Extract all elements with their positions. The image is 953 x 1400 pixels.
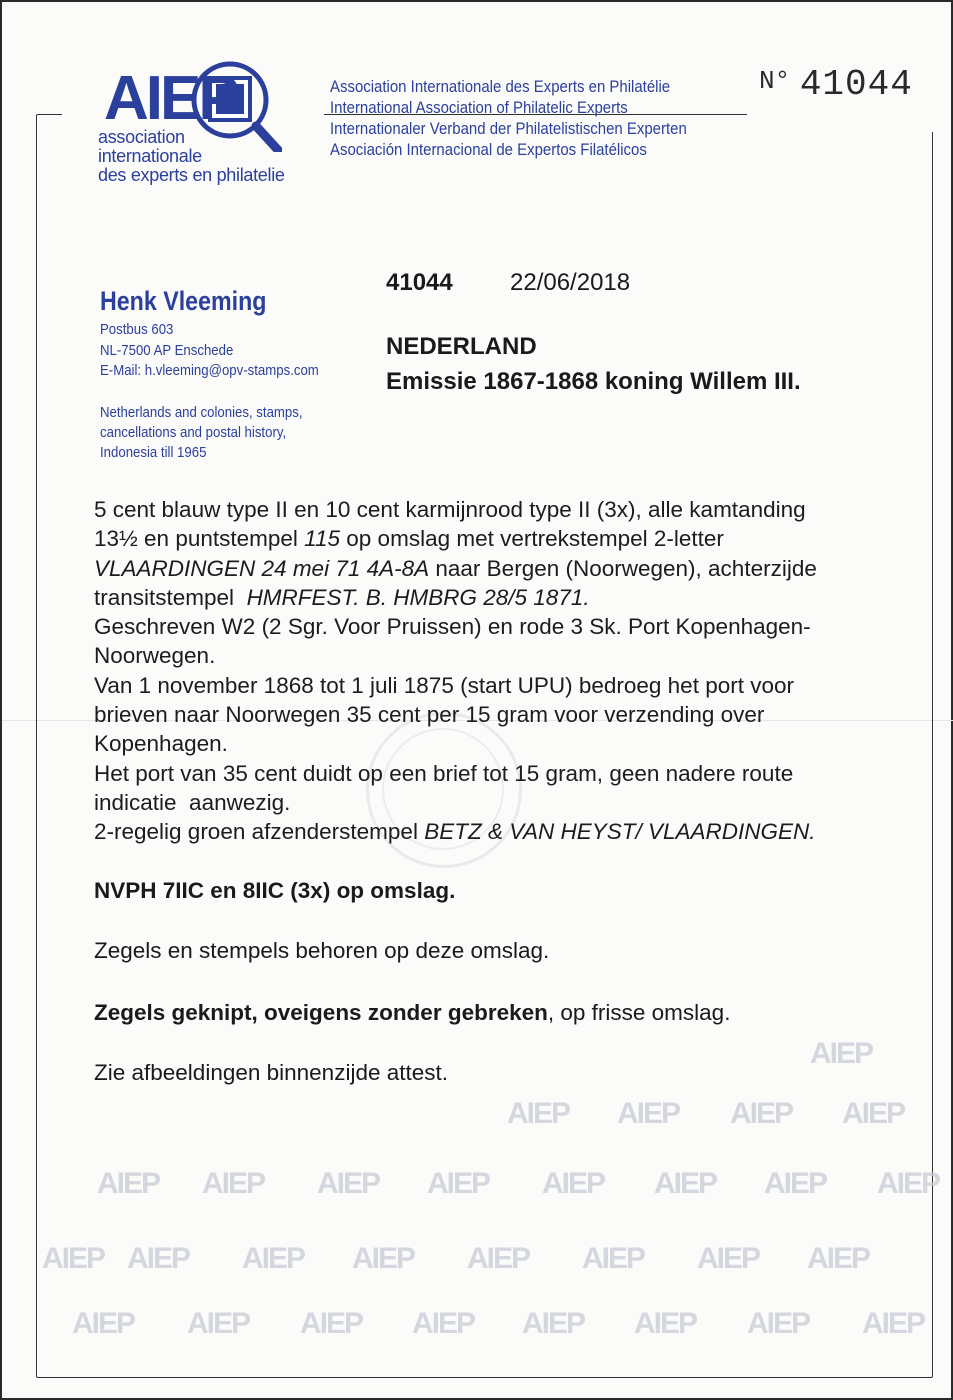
catalogue-reference: NVPH 7IIC en 8IIC (3x) op omslag.: [94, 878, 456, 903]
description-text: [94, 495, 934, 847]
watermark-logo: AIEP: [507, 1097, 570, 1130]
watermark-logo: AIEP: [654, 1167, 717, 1200]
belonging-statement: Zegels en stempels behoren op deze omslag.: [94, 938, 550, 963]
association-name-en: International Association of Philatelic Experts: [330, 98, 628, 117]
watermark-logo: AIEP: [697, 1242, 760, 1275]
expert-specialty: Netherlands and colonies, stamps, cancellations and postal history, Indonesia till 1965: [100, 404, 303, 461]
association-name-es: Asociación Internacional de Expertos Filatélicos: [330, 140, 647, 159]
description-line: Noorwegen.: [94, 643, 216, 669]
watermark-logo: AIEP: [97, 1167, 160, 1200]
description-line: 5 cent blauw type II en 10 cent karmijnrood type II (3x), alle kamtanding: [94, 497, 806, 522]
watermark-logo: AIEP: [747, 1307, 810, 1340]
description-line: 13½ en puntstempel 115 op omslag met vertrekstempel 2-letter: [94, 526, 724, 552]
watermark-logo: AIEP: [617, 1097, 680, 1130]
number-digits: 41044: [799, 64, 913, 105]
watermark-logo: AIEP: [300, 1307, 363, 1340]
watermark-logo: AIEP: [634, 1307, 697, 1340]
watermark-logo: AIEP: [807, 1242, 870, 1275]
association-name-fr: Association Internationale des Experts en Philatélie: [330, 77, 671, 96]
watermark-logo: AIEP: [127, 1242, 190, 1275]
watermark-logo: AIEP: [810, 1037, 873, 1070]
description-line: Geschreven W2 (2 Sgr. Voor Pruissen) en rode 3 Sk. Port Kopenhagen-: [94, 614, 811, 640]
see-images-note: Zie afbeeldingen binnenzijde attest.: [94, 1060, 449, 1085]
watermark-logo: AIEP: [862, 1307, 925, 1340]
watermark-logo: AIEP: [412, 1307, 475, 1340]
condition-statement: Zegels geknipt, oveigens zonder gebreken, op frisse omslag.: [94, 1000, 731, 1025]
description-line: Het port van 35 cent duidt op een brief tot 15 gram, geen nadere route: [94, 760, 794, 786]
association-name-de: Internationaler Verband der Philatelistischen Experten: [330, 119, 687, 138]
certificate-date: 22/06/2018: [510, 269, 631, 296]
description-line: 2-regelig groen afzenderstempel BETZ & VAN HEYST/ VLAARDINGEN.: [94, 819, 816, 845]
certificate-number: 41044: [386, 269, 453, 296]
description-line: Kopenhagen.: [94, 731, 228, 757]
watermark-logo: AIEP: [317, 1167, 380, 1200]
description-line: brieven naar Noorwegen 35 cent per 15 gram voor verzending over: [94, 702, 765, 728]
watermark-logo: AIEP: [842, 1097, 905, 1130]
description-line: Van 1 november 1868 tot 1 juli 1875 (start UPU) bedroeg het port voor: [94, 672, 794, 698]
watermark-logo: AIEP: [72, 1307, 135, 1340]
watermark-logo: AIEP: [764, 1167, 827, 1200]
logo-letters: AIEP: [104, 64, 237, 133]
expert-address: Postbus 603 NL-7500 AP Enschede E-Mail: h.vleeming@opv-stamps.com: [100, 321, 319, 379]
description-line: indicatie aanwezig.: [94, 789, 291, 815]
watermark-logo: AIEP: [522, 1307, 585, 1340]
watermark-logo: AIEP: [427, 1167, 490, 1200]
association-names: [330, 76, 687, 160]
emission-title: Emissie 1867-1868 koning Willem III.: [386, 368, 801, 395]
aiep-logo: [90, 42, 320, 187]
watermark-logo: AIEP: [187, 1307, 250, 1340]
watermark-logo: AIEP: [42, 1242, 105, 1275]
watermark-logo: AIEP: [242, 1242, 305, 1275]
logo-subtitle: association internationale des experts en philatelie: [98, 127, 285, 185]
watermark-logo: AIEP: [352, 1242, 415, 1275]
watermark-logo: AIEP: [202, 1167, 265, 1200]
watermark-logo: AIEP: [582, 1242, 645, 1275]
number-prefix: N°: [759, 66, 791, 96]
watermark-logo: AIEP: [877, 1167, 940, 1200]
description-line: VLAARDINGEN 24 mei 71 4A-8A naar Bergen (Noorwegen), achterzijde: [94, 555, 817, 581]
description-line: transitstempel HMRFEST. B. HMBRG 28/5 1871.: [94, 584, 590, 610]
watermark-logo: AIEP: [467, 1242, 530, 1275]
watermark-logo: AIEP: [730, 1097, 793, 1130]
watermark-logo: AIEP: [542, 1167, 605, 1200]
country-title: NEDERLAND: [386, 333, 537, 360]
expert-name: Henk Vleeming: [100, 286, 267, 316]
certificate-number-header: [759, 64, 913, 105]
